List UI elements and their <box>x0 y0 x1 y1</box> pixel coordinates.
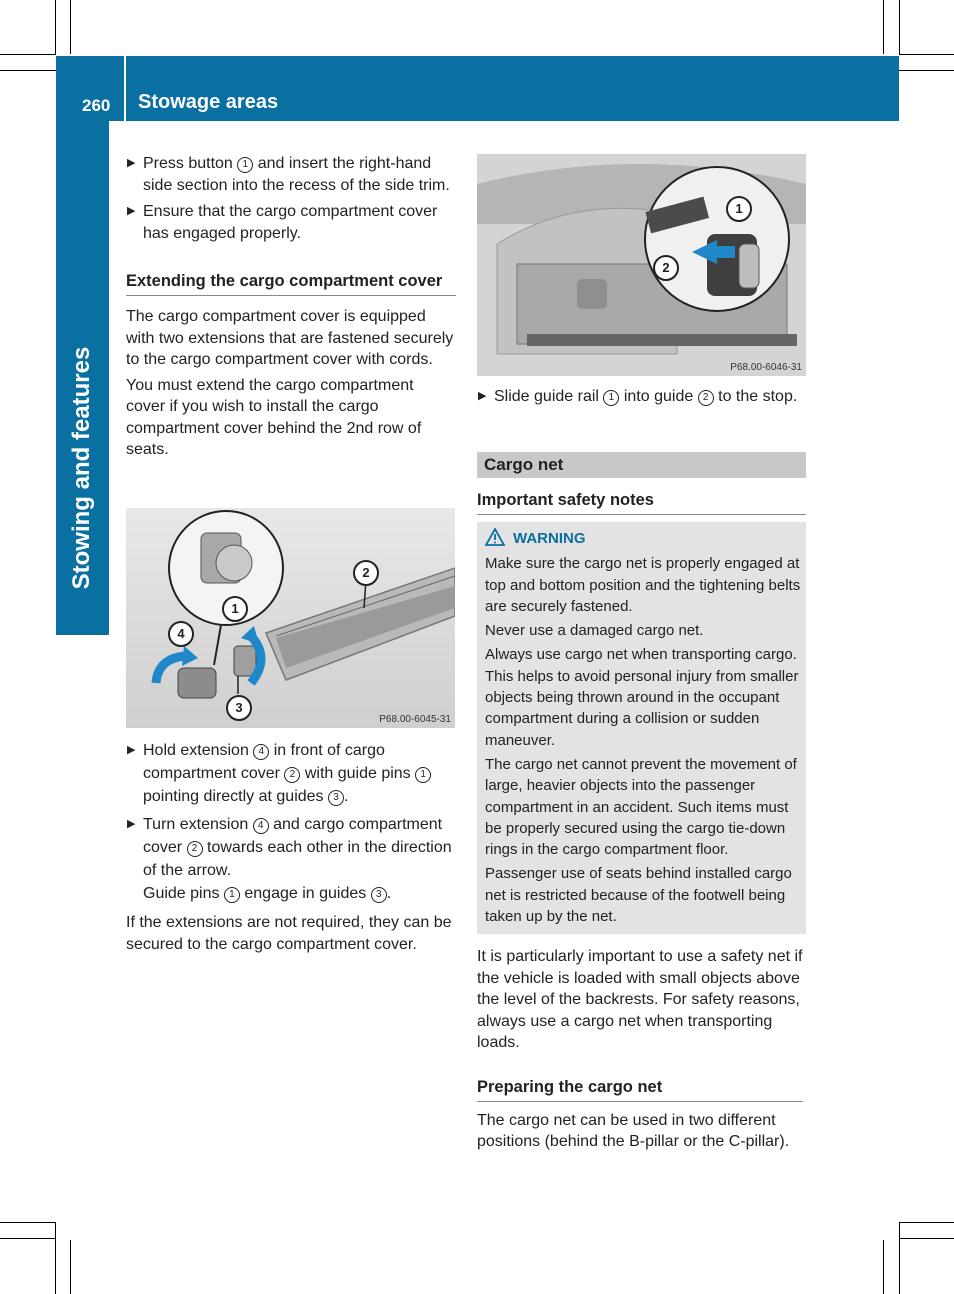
paragraph: The cargo net can be used in two different positions (behind the B-pillar or the C-pillar). <box>477 1111 790 1150</box>
right-column-lower <box>477 946 809 1153</box>
warning-box <box>477 522 806 934</box>
warning-header <box>485 528 801 549</box>
figure-callout-3: 3 <box>226 695 252 721</box>
step-arrow-icon: ▶ <box>127 205 136 217</box>
figure-callout-1: 1 <box>726 196 752 222</box>
instruction-step: ▶ Ensure that the cargo compartment cover has engaged properly. <box>127 203 438 242</box>
figure-reference: P68.00-6046-31 <box>730 362 802 373</box>
figure-callout-1: 1 <box>222 596 248 622</box>
warning-triangle-icon <box>485 528 505 546</box>
figure-callout-2: 2 <box>653 255 679 281</box>
side-tab-label: Stowing and features <box>68 346 95 590</box>
crop-mark <box>899 1222 954 1223</box>
left-column <box>126 153 456 461</box>
callout-number: 4 <box>253 744 269 760</box>
paragraph: It is particularly important to use a safety net if the vehicle is loaded with small objects above the level of the backrests. For safety reasons, always use a cargo net when transporting loads. <box>477 948 803 1051</box>
right-step <box>477 386 809 408</box>
safety-notes-heading <box>477 490 806 515</box>
warning-paragraph: Never use a damaged cargo net. <box>485 622 704 640</box>
paragraph: You must extend the cargo compartment cover if you wish to install the cargo compartment cover behind the 2nd row of seats. <box>126 376 422 458</box>
page-number: 260 <box>82 96 111 115</box>
warning-content <box>485 528 801 930</box>
section-bar <box>477 452 806 478</box>
callout-number: 1 <box>224 887 240 903</box>
crop-mark <box>70 0 71 54</box>
header-divider <box>124 56 126 121</box>
subheading: Extending the cargo compartment cover <box>126 271 456 296</box>
figure-extension <box>126 508 455 728</box>
warning-title: WARNING <box>513 530 586 547</box>
callout-number: 4 <box>253 818 269 834</box>
crop-mark <box>0 1222 56 1223</box>
callout-number: 2 <box>187 841 203 857</box>
callout-number: 1 <box>237 157 253 173</box>
paragraph: The cargo compartment cover is equipped with two extensions that are fastened securely to the cargo compartment cover with cords. <box>126 308 454 368</box>
figure-reference: P68.00-6045-31 <box>379 714 451 725</box>
crop-mark <box>899 1238 954 1239</box>
crop-mark <box>899 70 954 71</box>
warning-paragraph: Passenger use of seats behind installed cargo net is restricted because of the footwell being taken up by the net. <box>485 865 792 926</box>
instruction-step: ▶ Press button 1 and insert the right-hand side section into the recess of the side trim. <box>127 155 450 194</box>
step-arrow-icon: ▶ <box>127 157 136 169</box>
step-arrow-icon: ▶ <box>478 390 487 402</box>
crop-mark <box>899 0 900 54</box>
crop-mark <box>0 70 56 71</box>
subheading: Important safety notes <box>477 490 806 515</box>
instruction-step: ▶ Hold extension 4 in front of cargo compartment cover 2 with guide pins 1 pointing directly at guides 3 . <box>126 739 456 809</box>
crop-mark <box>0 54 56 55</box>
crop-mark <box>899 1222 900 1294</box>
crop-mark <box>883 0 884 54</box>
figure-callout-2: 2 <box>353 560 379 586</box>
figure-callout-4: 4 <box>168 621 194 647</box>
figure-illustration <box>126 508 455 728</box>
step-arrow-icon: ▶ <box>127 817 136 830</box>
figure-illustration <box>477 154 806 376</box>
crop-mark <box>55 1222 56 1294</box>
figure-guide-rail <box>477 154 806 376</box>
callout-number: 1 <box>603 390 619 406</box>
callout-number: 1 <box>415 767 431 783</box>
crop-mark <box>899 54 954 55</box>
crop-mark <box>70 1240 71 1294</box>
callout-number: 2 <box>698 390 714 406</box>
crop-mark <box>0 1238 56 1239</box>
warning-paragraph: The cargo net cannot prevent the movement of large, heavier objects into the passenger compartment in an accident. Such items must be properly secured using the cargo tie-down rings in the cargo compartment floor. <box>485 755 797 859</box>
step-arrow-icon: ▶ <box>127 744 136 756</box>
crop-mark <box>55 0 56 54</box>
paragraph: If the extensions are not required, they can be secured to the cargo compartment cover. <box>126 914 452 953</box>
instruction-step: ▶ Slide guide rail 1 into guide 2 to the stop. <box>477 386 809 408</box>
section-bar-title: Cargo net <box>484 455 564 474</box>
warning-paragraph: Always use cargo net when transporting cargo. This helps to avoid personal injury from smaller objects being thrown around in the occupant compartment during a collision or sudden maneuver. <box>485 646 799 749</box>
subheading: Preparing the cargo net <box>477 1077 803 1102</box>
section-title: Stowage areas <box>138 91 279 113</box>
warning-paragraph: Make sure the cargo net is properly engaged at top and bottom position and the tightening belts are securely fastened. <box>485 555 801 615</box>
callout-number: 3 <box>371 887 387 903</box>
crop-mark <box>883 1240 884 1294</box>
instruction-step: ▶ Turn extension 4 and cargo compartment cover 2 towards each other in the direction of the arrow. Guide pins 1 engage in guides 3 . <box>126 813 456 906</box>
callout-number: 2 <box>284 767 300 783</box>
callout-number: 3 <box>328 790 344 806</box>
left-column-lower <box>126 739 456 955</box>
